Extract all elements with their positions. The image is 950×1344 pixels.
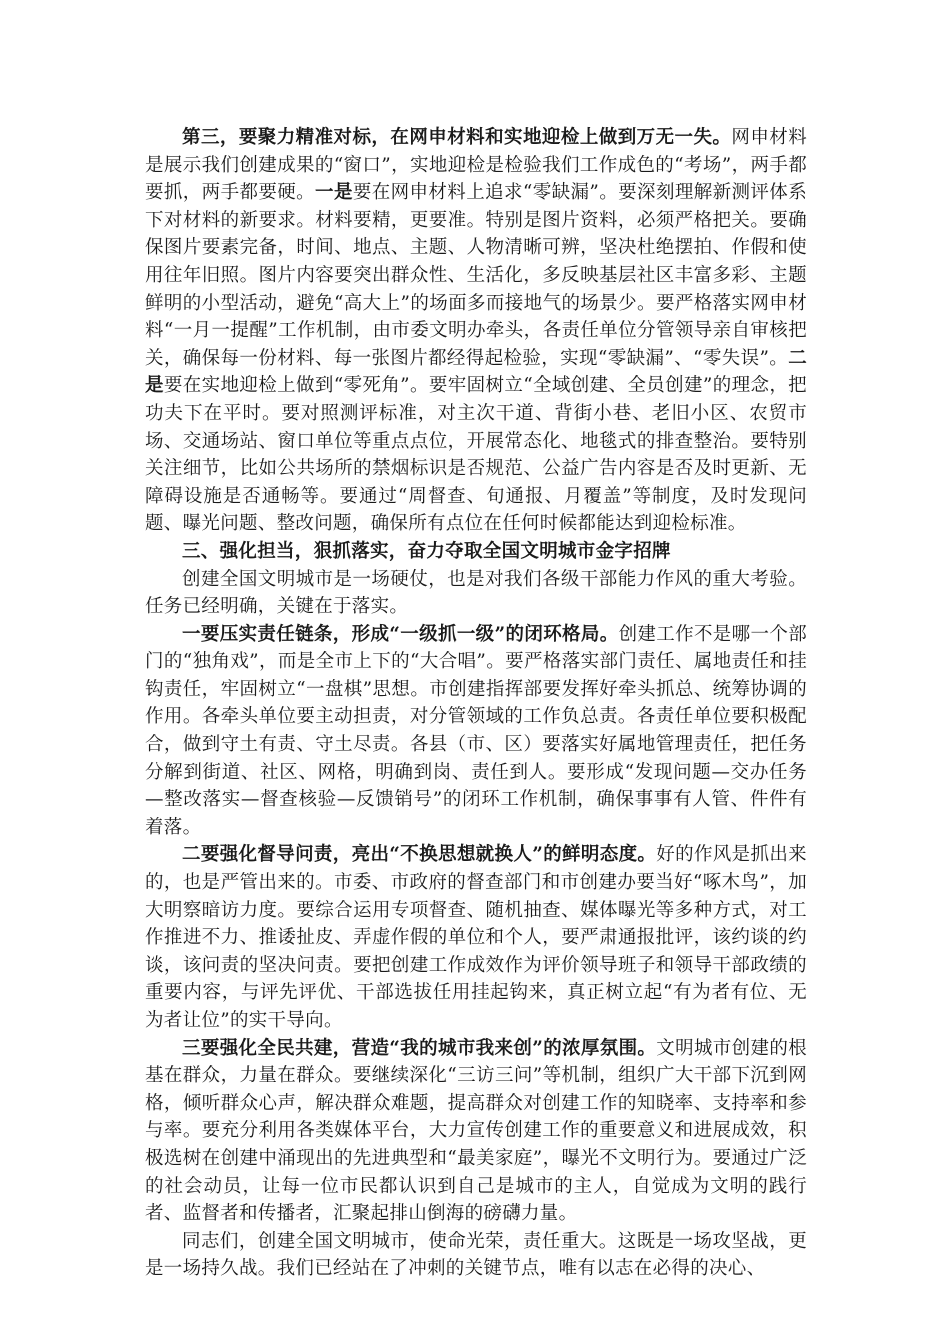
paragraph-marker: 一是 (315, 182, 353, 204)
paragraph-third-point (145, 124, 807, 538)
paragraph-lead: 一要压实责任链条，形成“一级抓一级”的闭环格局。 (182, 623, 619, 645)
section-heading-three: 三、强化担当，狠抓落实，奋力夺取全国文明城市金字招牌 (182, 540, 671, 562)
paragraph-text: 创建工作不是哪一个部门的“独角戏”，而是全市上下的“大合唱”。要严格落实部门责任、属地责任和挂钩责任，牢固树立“一盘棋”思想。市创建指挥部要发挥好牵头抓总、统筹协调的作用。各牵头单位要主动担责，对分管领域的工作负总责。各责任单位要积极配合，做到守土有责、守土尽责。各县（市、区）要落实好属地管理责任，把任务分解到街道、社区、网格，明确到岗、责任到人。要形成“发现问题—交办任务—整改落实—督查核验—反馈销号”的闭环工作机制，确保事事有人管、件件有着落。 (145, 623, 807, 838)
paragraph-marker: 二是 (145, 347, 807, 397)
paragraph-text: 好的作风是抓出来的，也是严管出来的。市委、市政府的督查部门和市创建办要当好“啄木鸟”，加大明察暗访力度。要综合运用专项督查、随机抽查、媒体曝光等多种方式，对工作推进不力、推诿扯皮、弄虚作假的单位和个人，要严肃通报批评，该约谈的约谈，该问责的坚决问责。要把创建工作成效作为评价领导班子和领导干部政绩的重要内容，与评先评优、干部选拔任用挂起钩来，真正树立起“有为者有位、无为者让位”的实干导向。 (145, 844, 807, 1031)
paragraph-lead: 第三，要聚力精准对标，在网申材料和实地迎检上做到万无一失。 (182, 127, 732, 148)
paragraph-closing: 同志们，创建全国文明城市，使命光荣，责任重大。这既是一场攻坚战，更是一场持久战。我们已经站在了冲刺的关键节点，唯有以志在必得的决心、 (145, 1230, 807, 1280)
document-body (145, 124, 807, 1283)
paragraph-text: 网申材料是展示我们创建成果的“窗口”，实地迎检是检验我们工作成色的“考场”，两手都要抓，两手都要硬。 (145, 127, 808, 204)
paragraph-public-participation (145, 1035, 807, 1228)
paragraph-responsibility (145, 621, 807, 842)
paragraph-lead: 二要强化督导问责，亮出“不换思想就换人”的鲜明态度。 (182, 844, 657, 866)
paragraph-text: 要在实地迎检上做到“零死角”。要牢固树立“全域创建、全员创建”的理念，把功夫下在平时。要对照测评标准，对主次干道、背街小巷、老旧小区、农贸市场、交通场站、窗口单位等重点点位，开展常态化、地毯式的排查整治。要特别关注细节，比如公共场所的禁烟标识是否规范、公益广告内容是否及时更新、无障碍设施是否通畅等。要通过“周督查、旬通报、月覆盖”等制度，及时发现问题、曝光问题、整改问题，确保所有点位在任何时候都能达到迎检标准。 (145, 375, 807, 535)
paragraph-lead: 三要强化全民共建，营造“我的城市我来创”的浓厚氛围。 (182, 1037, 657, 1059)
paragraph-intro: 创建全国文明城市是一场硬仗，也是对我们各级干部能力作风的重大考验。任务已经明确，关键在于落实。 (145, 568, 807, 618)
paragraph-text: 文明城市创建的根基在群众，力量在群众。要继续深化“三访三问”等机制，组织广大干部下沉到网格，倾听群众心声，解决群众难题，提高群众对创建工作的知晓率、支持率和参与率。要充分利用各类媒体平台，大力宣传创建工作的重要意义和进展成效，积极选树在创建中涌现出的先进典型和“最美家庭”，曝光不文明行为。要通过广泛的社会动员，让每一位市民都认识到自己是城市的主人，自觉成为文明的践行者、监督者和传播者，汇聚起排山倒海的磅礴力量。 (145, 1037, 807, 1225)
paragraph-text: 要在网申材料上追求“零缺漏”。要深刻理解新测评体系下对材料的新要求。材料要精，更要准。特别是图片资料，必须严格把关。要确保图片要素完备，时间、地点、主题、人物清晰可辨，坚决杜绝摆拍、作假和使用往年旧照。图片内容要突出群众性、生活化，多反映基层社区丰富多彩、主题鲜明的小型活动，避免“高大上”的场面多而接地气的场景少。要严格落实网申材料“一月一提醒”工作机制，由市委文明办牵头，各责任单位分管领导亲自审核把关，确保每一份材料、每一张图片都经得起检验，实现“零缺漏”、“零失误”。 (145, 182, 808, 369)
paragraph-supervision (145, 841, 807, 1034)
